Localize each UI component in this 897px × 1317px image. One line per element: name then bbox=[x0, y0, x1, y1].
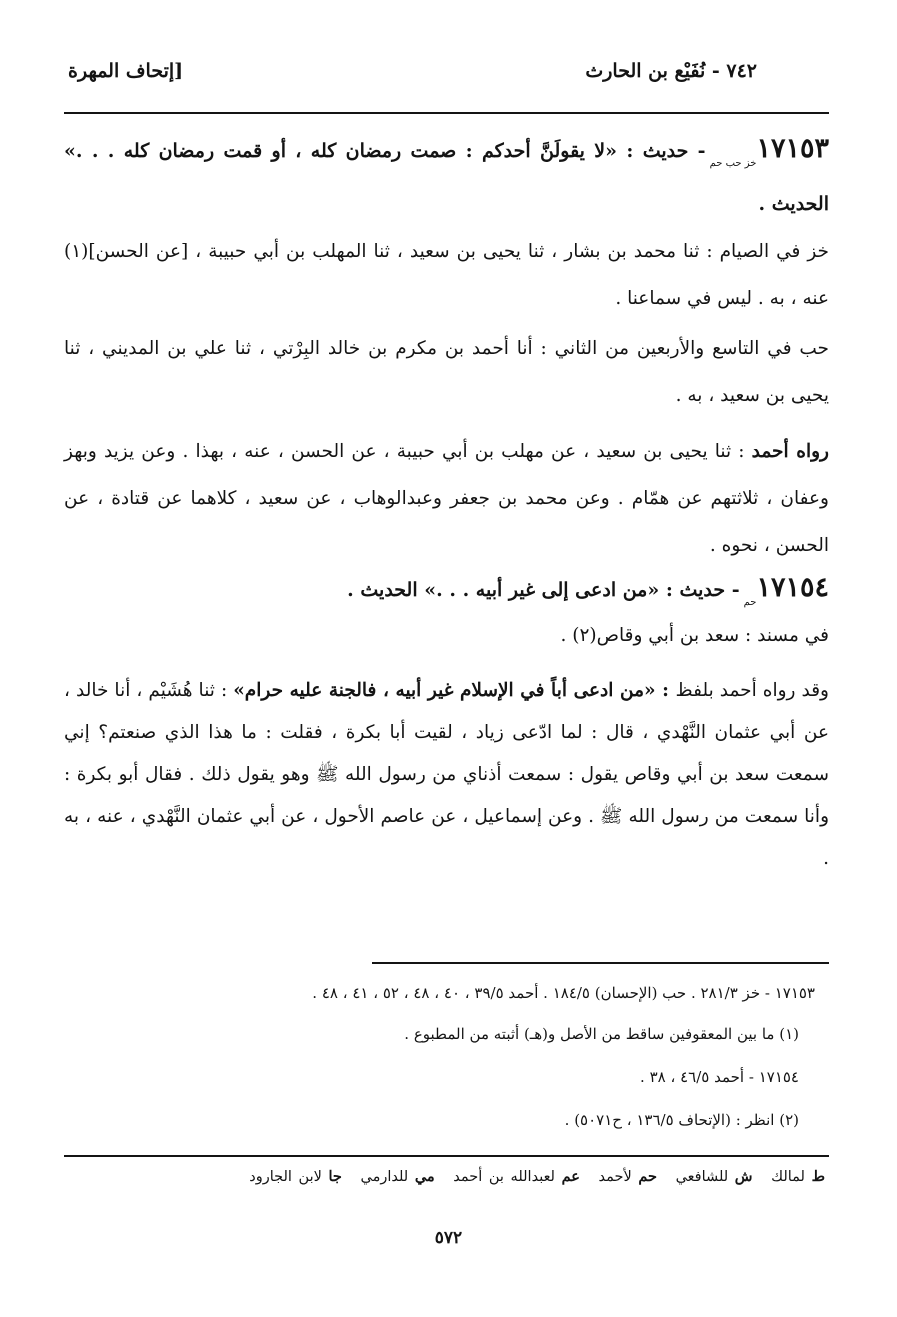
paragraph-lead: وقد رواه أحمد بلفظ bbox=[675, 680, 829, 701]
hadith-entry-17154 bbox=[64, 568, 829, 623]
legend-item: ط لمالك bbox=[771, 1168, 825, 1185]
footnote: (١) ما بين المعقوفين ساقط من الأصل و(هـ) أثبته من المطبوع . bbox=[404, 1025, 799, 1043]
entry-number: ١٧١٥٣ bbox=[756, 133, 829, 164]
paragraph-quote: : «من ادعى أباً في الإسلام غير أبيه ، فالجنة عليه حرام» bbox=[233, 680, 676, 701]
entry-text: - حديث : «لا يقولَنَّ أحدكم : صمت رمضان كله ، أو قمت رمضان كله . . .» الحديث . bbox=[64, 140, 829, 215]
footnote: ١٧١٥٤ - أحمد ٤٦/٥ ، ٣٨ . bbox=[640, 1068, 799, 1086]
page-number: ٥٧٢ bbox=[434, 1228, 463, 1248]
footnote-divider bbox=[372, 962, 829, 964]
paragraph-ahmad-lafz bbox=[64, 670, 829, 880]
paragraph-ahmad bbox=[64, 428, 829, 569]
source-codes: خز حب حم bbox=[709, 158, 757, 169]
footnote: (٢) انظر : (الإتحاف ١٣٦/٥ ، ح٥٠٧١) . bbox=[564, 1111, 799, 1129]
legend-item: حم لأحمد bbox=[598, 1168, 657, 1185]
header-divider bbox=[64, 112, 829, 114]
legend-item: ش للشافعي bbox=[675, 1168, 753, 1185]
legend-item: مي للدارمي bbox=[360, 1168, 435, 1185]
legend-item: عم لعبدالله بن أحمد bbox=[453, 1168, 580, 1185]
paragraph-text: حب في التاسع والأربعين من الثاني : أنا أحمد بن مكرم بن خالد البِرْتي ، ثنا علي بن المديني ، ثنا يحيى بن سعيد ، به . bbox=[64, 338, 829, 406]
footnote: ١٧١٥٣ - خز ٢٨١/٣ . حب (الإحسان) ١٨٤/٥ . أحمد ٣٩/٥ ، ٤٠ ، ٤٨ ، ٥٢ ، ٤١ ، ٤٨ . bbox=[312, 984, 815, 1002]
abbreviation-legend bbox=[237, 1168, 825, 1185]
source-codes: حم bbox=[743, 597, 757, 608]
paragraph-text: : ثنا يحيى بن سعيد ، عن مهلب بن أبي حبيبة ، عن الحسن ، عنه ، بهذا . وعن يزيد وبهز وعفان ، ثلاثتهم عن همّام . وعن محمد بن جعفر وعبدالوهاب ، عن سعيد ، كلاهما عن قتادة ، عن الحسن ، نحوه . bbox=[64, 441, 829, 556]
entry-number: ١٧١٥٤ bbox=[756, 572, 829, 603]
running-header-title: ٧٤٢ - نُفَيْع بن الحارث bbox=[585, 60, 757, 82]
legend-divider bbox=[64, 1155, 829, 1157]
paragraph-musnad bbox=[64, 616, 829, 656]
paragraph-lead: في مسند bbox=[757, 625, 829, 646]
paragraph-text: خز في الصيام : ثنا محمد بن بشار ، ثنا يحيى بن سعيد ، ثنا المهلب بن أبي حبيبة ، [عن الحسن](١) عنه ، به . ليس في سماعنا . bbox=[64, 241, 829, 309]
hadith-entry-17153 bbox=[64, 128, 829, 225]
paragraph-hibban bbox=[64, 325, 829, 419]
paragraph-text: : ثنا هُشَيْم ، أنا خالد ، عن أبي عثمان النَّهْدي ، قال : لما ادّعى زياد ، لقيت أبا بكرة ، فقلت : ما هذا الذي صنعتم؟ إني سمعت سعد بن أبي وقاص يقول : سمعت أذناي من رسول الله ﷺ وهو يقول ذلك . فقال أبو بكرة : وأنا سمعت من رسول الله ﷺ . وعن إسماعيل ، عن عاصم الأحول ، عن أبي عثمان النَّهْدي ، عنه ، به . bbox=[64, 680, 829, 869]
entry-text: - حديث : «من ادعى إلى غير أبيه . . .» الحديث . bbox=[347, 579, 740, 601]
paragraph-khuzayma bbox=[64, 228, 829, 322]
paragraph-text: : سعد بن أبي وقاص(٢) . bbox=[560, 625, 758, 646]
running-header-book: [إتحاف المهرة bbox=[68, 60, 184, 82]
paragraph-lead: رواه أحمد bbox=[751, 441, 829, 462]
legend-item: جا لابن الجارود bbox=[249, 1168, 342, 1185]
